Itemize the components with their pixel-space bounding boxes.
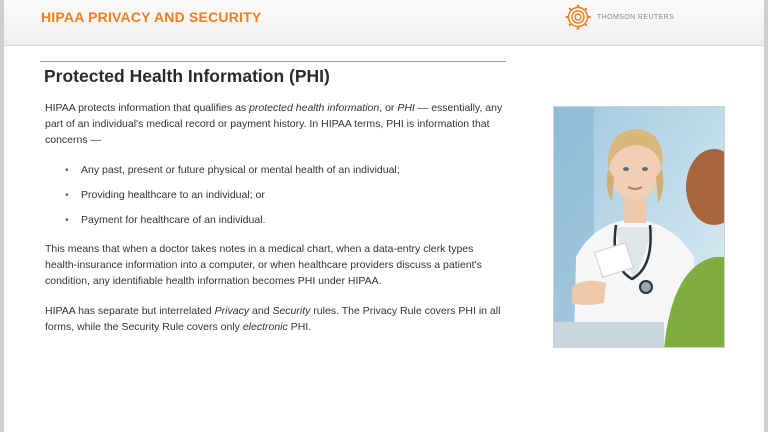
intro-paragraph <box>45 100 505 148</box>
bullet-dot-icon: • <box>65 214 69 226</box>
rules-text-segment: and <box>249 305 273 317</box>
intro-text-segment: , or <box>379 102 398 114</box>
example-paragraph: This means that when a doctor takes notes in a medical chart, when a data-entry clerk types health-insurance information into a computer, or when healthcare providers discuss a patient's condition, any identifiable health information becomes PHI under HIPAA. <box>45 243 482 287</box>
bullet-item <box>65 162 505 179</box>
bullet-item <box>65 187 505 204</box>
title-divider <box>40 61 506 62</box>
header-bar <box>4 0 764 46</box>
course-title: HIPAA PRIVACY AND SECURITY <box>41 9 262 25</box>
slide-title: Protected Health Information (PHI) <box>44 66 330 86</box>
rules-text-segment: rules. The Privacy Rule covers PHI in all forms, while the Security Rule covers only <box>45 305 501 333</box>
doctor-patient-photo <box>553 106 725 348</box>
rules-text-segment: Privacy <box>214 305 250 317</box>
rules-text-segment: electronic <box>242 321 288 333</box>
logo-mark-icon <box>565 4 591 30</box>
intro-text-segment: — essentially, any part of an individual's medical record or payment history. In HIPAA terms, PHI is information that concerns — <box>45 102 503 146</box>
slide-stage <box>4 0 764 432</box>
bullet-text: Any past, present or future physical or mental health of an individual; <box>81 164 400 176</box>
logo-text: THOMSON REUTERS <box>597 13 675 21</box>
bullet-item <box>65 212 505 229</box>
rules-text-segment: PHI. <box>287 321 312 333</box>
phi-bullet-list <box>65 162 505 229</box>
doctor-illustration <box>554 107 725 348</box>
slide-content <box>45 100 505 349</box>
bullet-dot-icon: • <box>65 164 69 176</box>
intro-text-segment: protected health information <box>249 102 380 114</box>
bullet-text: Payment for healthcare of an individual. <box>81 214 266 226</box>
rules-text-segment: HIPAA has separate but interrelated <box>45 305 215 317</box>
thomson-reuters-logo <box>565 5 674 29</box>
intro-text-segment: PHI <box>397 102 415 114</box>
bullet-dot-icon: • <box>65 189 69 201</box>
rules-paragraph <box>45 303 505 335</box>
bullet-text: Providing healthcare to an individual; or <box>81 189 265 201</box>
rules-text-segment: Security <box>272 305 311 317</box>
intro-text-segment: HIPAA protects information that qualifies as <box>45 102 250 114</box>
